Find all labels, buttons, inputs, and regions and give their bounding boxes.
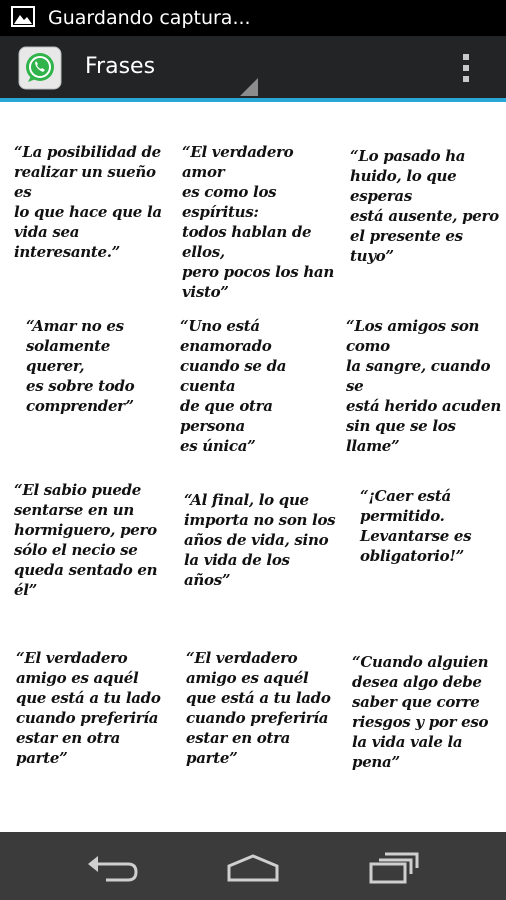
quote-card[interactable] bbox=[0, 606, 168, 766]
quote-card[interactable] bbox=[0, 102, 168, 262]
quote-card[interactable] bbox=[336, 102, 504, 265]
quote-text: “¡Caer está permitido. Levantarse es obligatorio!” bbox=[360, 487, 472, 565]
navigation-bar bbox=[0, 832, 506, 900]
back-icon[interactable] bbox=[72, 842, 152, 890]
quote-text: “Amar no es solamente querer, es sobre todo comprender” bbox=[26, 317, 135, 415]
quotes-grid bbox=[0, 102, 506, 832]
quote-card[interactable] bbox=[168, 102, 336, 301]
quote-card[interactable] bbox=[0, 270, 168, 430]
quote-text: “El verdadero amor es como los espíritus: todos hablan de ellos, pero pocos los han visto” bbox=[182, 143, 334, 301]
quote-card[interactable] bbox=[336, 606, 504, 771]
quote-text: “El sabio puede sentarse en un hormiguero, pero sólo el necio se queda sentado en él” bbox=[14, 481, 158, 599]
quote-card[interactable] bbox=[168, 270, 336, 455]
quote-card[interactable] bbox=[168, 438, 336, 598]
quote-card[interactable] bbox=[168, 606, 336, 766]
action-bar bbox=[0, 36, 506, 98]
quote-card[interactable] bbox=[336, 438, 504, 598]
quote-text: “Cuando alguien desea algo debe saber que corre riesgos y por eso la vida vale la pena” bbox=[352, 653, 489, 771]
quote-text: “Al final, lo que importa no son los años de vida, sino la vida de los años” bbox=[184, 491, 336, 589]
status-bar bbox=[0, 0, 506, 36]
quote-text: “Los amigos son como la sangre, cuando se está herido acuden sin que se los llame” bbox=[346, 317, 501, 455]
quote-text: “Uno está enamorado cuando se da cuenta de que otra persona es única” bbox=[180, 317, 287, 455]
notification-text: Guardando captura... bbox=[48, 7, 251, 29]
app-title[interactable]: Frases bbox=[85, 54, 156, 79]
image-icon bbox=[11, 6, 35, 27]
quote-text: “La posibilidad de realizar un sueño es lo que hace que la vida sea interesante.” bbox=[14, 143, 162, 261]
home-icon[interactable] bbox=[213, 842, 293, 890]
quote-text: “El verdadero amigo es aquél que está a tu lado cuando preferiría estar en otra parte” bbox=[16, 649, 161, 767]
quote-text: “El verdadero amigo es aquél que está a tu lado cuando preferiría estar en otra parte” bbox=[186, 649, 331, 767]
dropdown-indicator-icon bbox=[240, 78, 258, 96]
quote-card[interactable] bbox=[0, 438, 168, 598]
quote-card[interactable] bbox=[336, 270, 504, 455]
overflow-menu-icon[interactable] bbox=[456, 52, 476, 84]
whatsapp-icon[interactable] bbox=[18, 46, 62, 90]
quote-text: “Lo pasado ha huido, lo que esperas está ausente, pero el presente es tuyo” bbox=[350, 147, 499, 265]
recent-apps-icon[interactable] bbox=[355, 842, 435, 890]
